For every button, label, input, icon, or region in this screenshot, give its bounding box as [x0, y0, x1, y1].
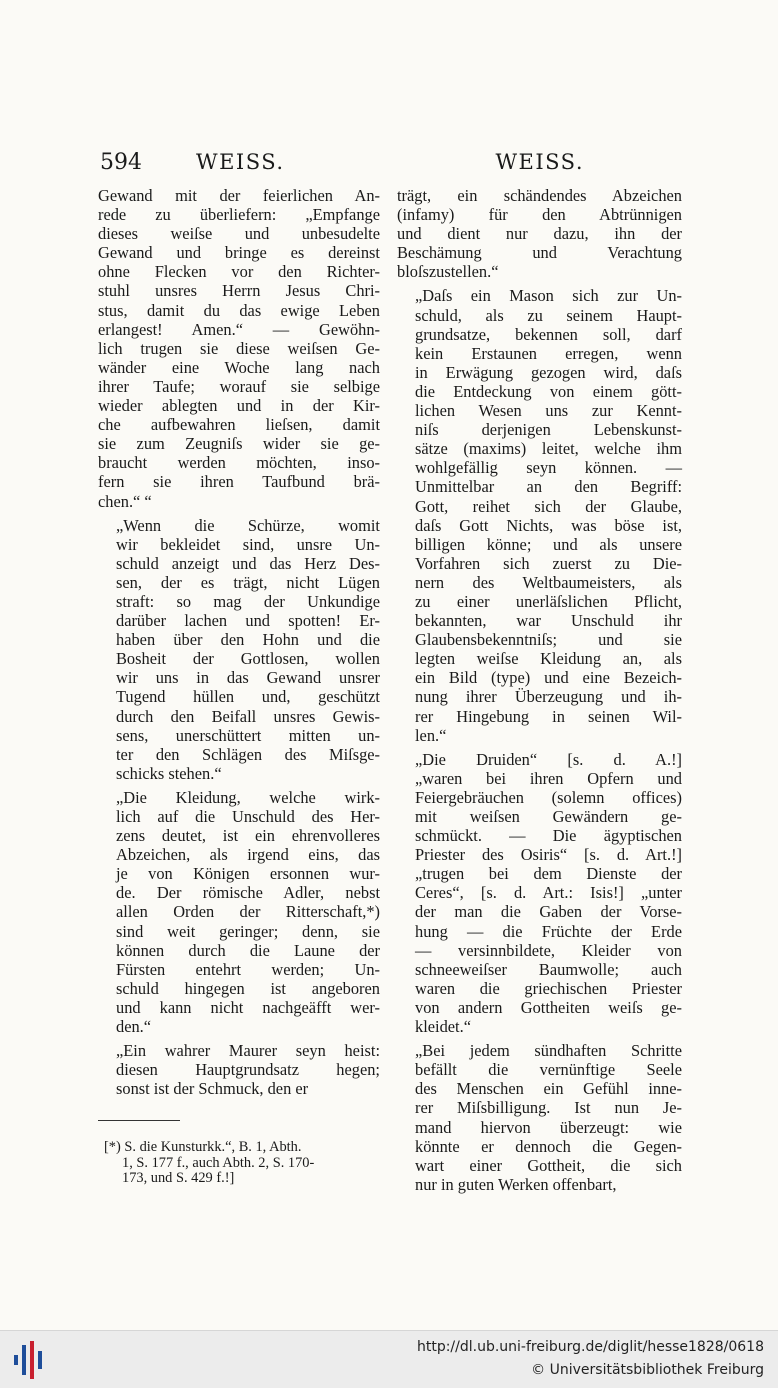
text-line: stuhl unsres Herrn Jesus Chri-: [98, 281, 380, 301]
text-line: und kann nicht nachgeäfft wer-: [116, 997, 380, 1017]
text-line: Gewand und bringe es dereinst: [98, 243, 380, 263]
text-line: lich auf die Unschuld des Her-: [116, 807, 380, 826]
text-line: wir uns in das Gewand unsrer: [116, 668, 380, 688]
text-line: „Die Kleidung, welche wirk-: [116, 787, 380, 807]
text-line: Beschämung und Verachtung: [397, 243, 682, 263]
text-line: „Wenn die Schürze, womit: [116, 515, 380, 535]
text-line: billigen könne; und als unsere: [415, 534, 682, 554]
text-line: legten weiſse Kleidung an, als: [415, 649, 682, 669]
text-line: darüber lachen und spotten! Er-: [116, 611, 380, 631]
text-line: stus, damit du das ewige Leben: [98, 300, 380, 320]
text-line: nung ihrer Überzeugung und ih-: [415, 687, 682, 707]
text-line: sätze (maxims) leitet, welche ihm: [415, 439, 682, 459]
text-line: Bosheit der Gottlosen, wollen: [116, 649, 380, 669]
text-line: Glaubensbekenntniſs; und sie: [415, 630, 682, 650]
text-line: des Menschen ein Gefühl inne-: [415, 1079, 682, 1099]
viewer-footer-bar: [0, 1330, 778, 1388]
text-line: dieses weiſse und unbesudelte: [98, 224, 380, 244]
running-head-right: WEISS.: [495, 150, 584, 174]
text-line: nur in guten Werken offenbart,: [415, 1174, 617, 1194]
text-line: von andern Gottheiten weiſs ge-: [415, 997, 682, 1017]
text-line: befällt die vernünftige Seele: [415, 1060, 682, 1080]
text-line: ter den Schlägen des Miſsge-: [116, 744, 380, 764]
text-line: che aufbewahren lieſsen, damit: [98, 415, 380, 435]
text-line: sonst ist der Schmuck, den er: [116, 1079, 309, 1099]
text-line: sind weit geringer; denn, sie: [116, 921, 380, 941]
text-line: hung — die Früchte der Erde: [415, 921, 682, 941]
left-text-column: [98, 186, 380, 1103]
text-line: Tugend hüllen und, geschützt: [116, 687, 380, 707]
text-line: ohne Flecken vor den Richter-: [98, 262, 380, 282]
page-number: 594: [100, 150, 142, 175]
copyright-text: © Universitätsbibliothek Freiburg: [531, 1362, 764, 1378]
text-line: wänder eine Woche lang nach: [98, 357, 380, 377]
text-line: nern des Weltbaumeisters, als: [415, 572, 682, 592]
text-line: lichen Wesen uns zur Kennt-: [415, 401, 682, 421]
text-line: grundsatze, bekennen soll, darf: [415, 324, 682, 344]
text-line: — versinnbildete, Kleider von: [415, 940, 682, 960]
text-line: de. Der römische Adler, nebst: [116, 883, 380, 903]
text-line: daſs Gott Nichts, was böse ist,: [415, 515, 682, 535]
text-line: Gott, reihet sich der Glaube,: [415, 496, 682, 516]
paragraph: [397, 286, 682, 744]
text-line: schuld anzeigt und das Herz Des-: [116, 553, 380, 573]
text-line: trägt, ein schändendes Abzeichen: [397, 186, 682, 205]
text-line: „Daſs ein Mason sich zur Un-: [415, 286, 682, 306]
text-line: Gewand mit der feierlichen An-: [98, 186, 380, 205]
text-line: „Die Druiden“ [s. d. A.!]: [415, 749, 682, 769]
paragraph: [98, 1041, 380, 1098]
text-line: Feiergebräuchen (solemn offices): [415, 787, 682, 807]
paragraph: [98, 788, 380, 1036]
text-line: diesen Hauptgrundsatz hegen;: [116, 1060, 380, 1080]
text-line: lich trugen sie diese weiſsen Ge-: [98, 338, 380, 358]
text-line: braucht werden möchten, inso-: [98, 453, 380, 473]
text-line: bekannten, war Unschuld ihr: [415, 611, 682, 631]
footnote-rule: [98, 1120, 180, 1121]
text-line: schuld, als zu seinem Haupt-: [415, 305, 682, 325]
text-line: Fürsten entehrt werden; Un-: [116, 959, 380, 979]
library-logo-icon[interactable]: [14, 1341, 48, 1379]
text-line: ihrer Taufe; worauf sie selbige: [98, 376, 380, 396]
text-line: kleidet.“: [415, 1017, 471, 1037]
text-line: und dient nur dazu, ihn der: [397, 224, 682, 244]
text-line: die Entdeckung von einem gött-: [415, 381, 682, 401]
text-line: je von Königen ersonnen wur-: [116, 864, 380, 884]
text-line: sens, unerschüttert mitten un-: [116, 725, 380, 745]
text-line: rer Miſsbilligung. Ist nun Je-: [415, 1098, 682, 1118]
document-url-link[interactable]: http://dl.ub.uni-freiburg.de/diglit/hesse1828/0618: [416, 1339, 764, 1355]
text-line: schuld hingegen ist angeboren: [116, 978, 380, 998]
text-line: straft: so mag der Unkundige: [116, 591, 380, 611]
footnote-line: 1, S. 177 f., auch Abth. 2, S. 170-: [122, 1154, 315, 1171]
paragraph: [397, 750, 682, 1036]
paragraph: [98, 186, 380, 511]
text-line: ein Bild (type) und eine Bezeich-: [415, 668, 682, 688]
text-line: den.“: [116, 1017, 152, 1037]
text-line: „Ein wahrer Maurer seyn heist:: [116, 1041, 380, 1061]
footnote-line: [*) S. die Kunsturkk.“, B. 1, Abth.: [104, 1139, 302, 1155]
text-line: mand hiervon überzeugt: wie: [415, 1117, 682, 1137]
paragraph: [397, 186, 682, 281]
text-line: sen, der es trägt, nicht Lügen: [116, 572, 380, 592]
text-line: haben über den Hohn und die: [116, 630, 380, 650]
text-line: waren die griechischen Priester: [415, 978, 682, 998]
page-header: [100, 150, 584, 178]
paragraph: [397, 1041, 682, 1194]
text-line: können durch die Laune der: [116, 940, 380, 960]
text-line: schmückt. — Die ägyptischen: [415, 826, 682, 846]
text-line: wieder ablegten und in der Kir-: [98, 396, 380, 416]
text-line: Priester des Osiris“ [s. d. Art.!]: [415, 845, 682, 865]
text-line: „Bei jedem sündhaften Schritte: [415, 1041, 682, 1061]
text-line: (infamy) für den Abtrünnigen: [397, 205, 682, 225]
text-line: Abzeichen, als irgend eins, das: [116, 845, 380, 865]
text-line: sie zum Zeugniſs wider sie ge-: [98, 434, 380, 454]
text-line: durch den Beifall unsres Gewis-: [116, 706, 380, 726]
text-line: fern sie ihren Taufbund brä-: [98, 472, 380, 492]
text-line: wohlgefällig seyn können. —: [415, 458, 682, 478]
text-line: wart einer Gottheit, die sich: [415, 1155, 682, 1175]
footnote: [104, 1140, 380, 1187]
text-line: bloſszustellen.“: [397, 262, 499, 282]
text-line: kein Erstaunen erregen, wenn: [415, 343, 682, 363]
text-line: in Erwägung gezogen wird, daſs: [415, 362, 682, 382]
text-line: könnte er dennoch die Gegen-: [415, 1136, 682, 1156]
text-line: allen Orden der Ritterschaft,*): [116, 902, 380, 922]
text-line: niſs derjenigen Lebenskunst-: [415, 420, 682, 440]
text-line: Unmittelbar an den Begriff:: [415, 477, 682, 497]
text-line: rede zu überliefern: „Empfange: [98, 205, 380, 225]
text-line: rer Hingebung in seinen Wil-: [415, 706, 682, 726]
text-line: Ceres“, [s. d. Art.: Isis!] „unter: [415, 883, 682, 903]
text-line: „waren bei ihren Opfern und: [415, 768, 682, 788]
text-line: len.“: [415, 725, 447, 745]
running-head-left: WEISS.: [196, 150, 285, 174]
paragraph: [98, 516, 380, 783]
text-line: schicks stehen.“: [116, 763, 222, 783]
text-line: zu einer unerläſslichen Pflicht,: [415, 591, 682, 611]
text-line: schneeweiſser Baumwolle; auch: [415, 959, 682, 979]
text-line: mit weiſsen Gewändern ge-: [415, 807, 682, 826]
footnote-line: 173, und S. 429 f.!]: [122, 1170, 235, 1186]
text-line: Vorfahren sich zuerst zu Die-: [415, 553, 682, 573]
text-line: wir bekleidet sind, unsre Un-: [116, 534, 380, 554]
right-text-column: [397, 186, 682, 1199]
text-line: chen.“ “: [98, 491, 152, 511]
text-line: zens deutet, ist ein ehrenvolleres: [116, 826, 380, 846]
text-line: „trugen bei dem Dienste der: [415, 864, 682, 884]
text-line: erlangest! Amen.“ — Gewöhn-: [98, 319, 380, 339]
text-line: der man die Gaben der Vorse-: [415, 902, 682, 922]
